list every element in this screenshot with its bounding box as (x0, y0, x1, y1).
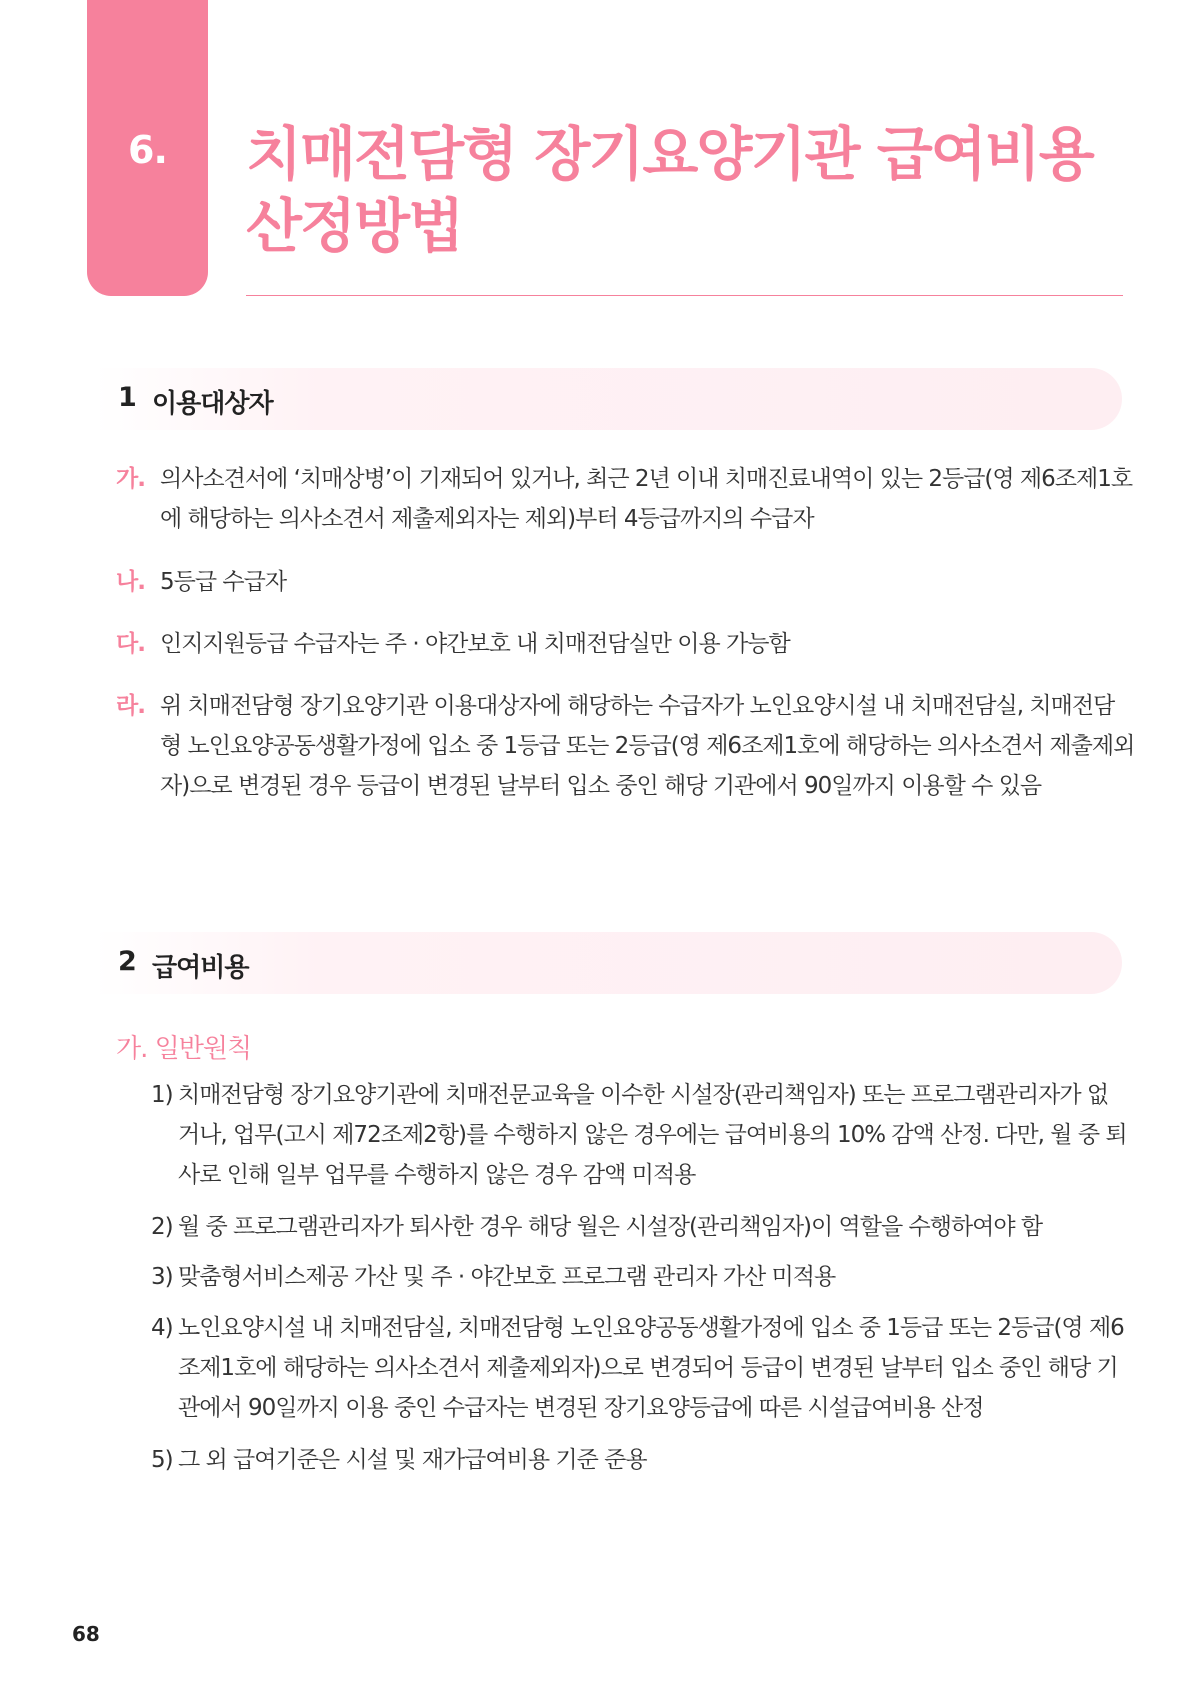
chapter-tab (87, 0, 208, 296)
list-marker: 가. (116, 466, 145, 492)
section-number: 1 (118, 382, 137, 413)
text-line: 에 해당하는 의사소견서 제출제외자는 제외)부터 4등급까지의 수급자 (160, 506, 814, 532)
title-divider (246, 295, 1123, 296)
page-title-line: 산정방법 (246, 192, 463, 260)
numbered-item-text (178, 1308, 1131, 1428)
item-number: 1) (151, 1082, 173, 1108)
text-line: 5등급 수급자 (160, 569, 287, 595)
text-line: 거나, 업무(고시 제72조제2항)를 수행하지 않은 경우에는 급여비용의 10% 감액 산정. 다만, 월 중 퇴 (178, 1122, 1127, 1148)
list-item-text (160, 686, 1135, 806)
text-line: 형 노인요양공동생활가정에 입소 중 1등급 또는 2등급(영 제6조제1호에 해당하는 의사소견서 제출제외 (160, 733, 1135, 759)
list-item (116, 459, 1133, 539)
list-item-text (160, 459, 1133, 539)
numbered-item (151, 1308, 1131, 1428)
section-header-1 (94, 368, 1122, 430)
text-line: 인지지원등급 수급자는 주 · 야간보호 내 치매전담실만 이용 가능함 (160, 631, 790, 657)
page-title-line: 치매전담형 장기요양기관 급여비용 (246, 120, 1093, 188)
section-header-2 (94, 932, 1122, 994)
numbered-item (151, 1257, 1131, 1297)
text-line: 치매전담형 장기요양기관에 치매전문교육을 이수한 시설장(관리책임자) 또는 프로그램관리자가 없 (178, 1082, 1109, 1108)
text-line: 관에서 90일까지 이용 중인 수급자는 변경된 장기요양등급에 따른 시설급여비용 산정 (178, 1395, 984, 1421)
numbered-item-text (178, 1207, 1131, 1247)
text-line: 사로 인해 일부 업무를 수행하지 않은 경우 감액 미적용 (178, 1162, 696, 1188)
text-line: 노인요양시설 내 치매전담실, 치매전담형 노인요양공동생활가정에 입소 중 1등급 또는 2등급(영 제6 (178, 1315, 1124, 1341)
numbered-item (151, 1207, 1131, 1247)
list-item-text (160, 562, 1126, 602)
chapter-number: 6. (128, 128, 167, 172)
list-item (116, 686, 1135, 806)
numbered-item-text (178, 1257, 1131, 1297)
text-line: 맞춤형서비스제공 가산 및 주 · 야간보호 프로그램 관리자 가산 미적용 (178, 1264, 836, 1290)
list-marker: 다. (116, 631, 145, 657)
list-item-text (160, 624, 1126, 664)
item-number: 5) (151, 1447, 173, 1473)
text-line: 위 치매전담형 장기요양기관 이용대상자에 해당하는 수급자가 노인요양시설 내 치매전담실, 치매전담 (160, 693, 1115, 719)
section-title: 이용대상자 (152, 389, 273, 419)
list-item (116, 624, 1126, 664)
item-number: 3) (151, 1264, 173, 1290)
text-line: 자)으로 변경된 경우 등급이 변경된 날부터 입소 중인 해당 기관에서 90일까지 이용할 수 있음 (160, 773, 1042, 799)
page-title (246, 118, 1093, 262)
list-marker: 나. (116, 569, 145, 595)
section-number: 2 (118, 946, 137, 977)
text-line: 월 중 프로그램관리자가 퇴사한 경우 해당 월은 시설장(관리책임자)이 역할을 수행하여야 함 (178, 1214, 1043, 1240)
list-marker: 라. (116, 693, 145, 719)
page-number: 68 (72, 1622, 100, 1646)
numbered-item (151, 1440, 1131, 1480)
item-number: 2) (151, 1214, 173, 1240)
item-number: 4) (151, 1315, 173, 1341)
numbered-item (151, 1075, 1131, 1195)
subheading: 가. 일반원칙 (116, 1034, 252, 1064)
list-item (116, 562, 1126, 602)
numbered-item-text (178, 1075, 1131, 1195)
text-line: 조제1호에 해당하는 의사소견서 제출제외자)으로 변경되어 등급이 변경된 날부터 입소 중인 해당 기 (178, 1355, 1118, 1381)
text-line: 그 외 급여기준은 시설 및 재가급여비용 기준 준용 (178, 1447, 647, 1473)
text-line: 의사소견서에 ‘치매상병’이 기재되어 있거나, 최근 2년 이내 치매진료내역이 있는 2등급(영 제6조제1호 (160, 466, 1133, 492)
section-title: 급여비용 (152, 953, 249, 983)
numbered-item-text (178, 1440, 1131, 1480)
